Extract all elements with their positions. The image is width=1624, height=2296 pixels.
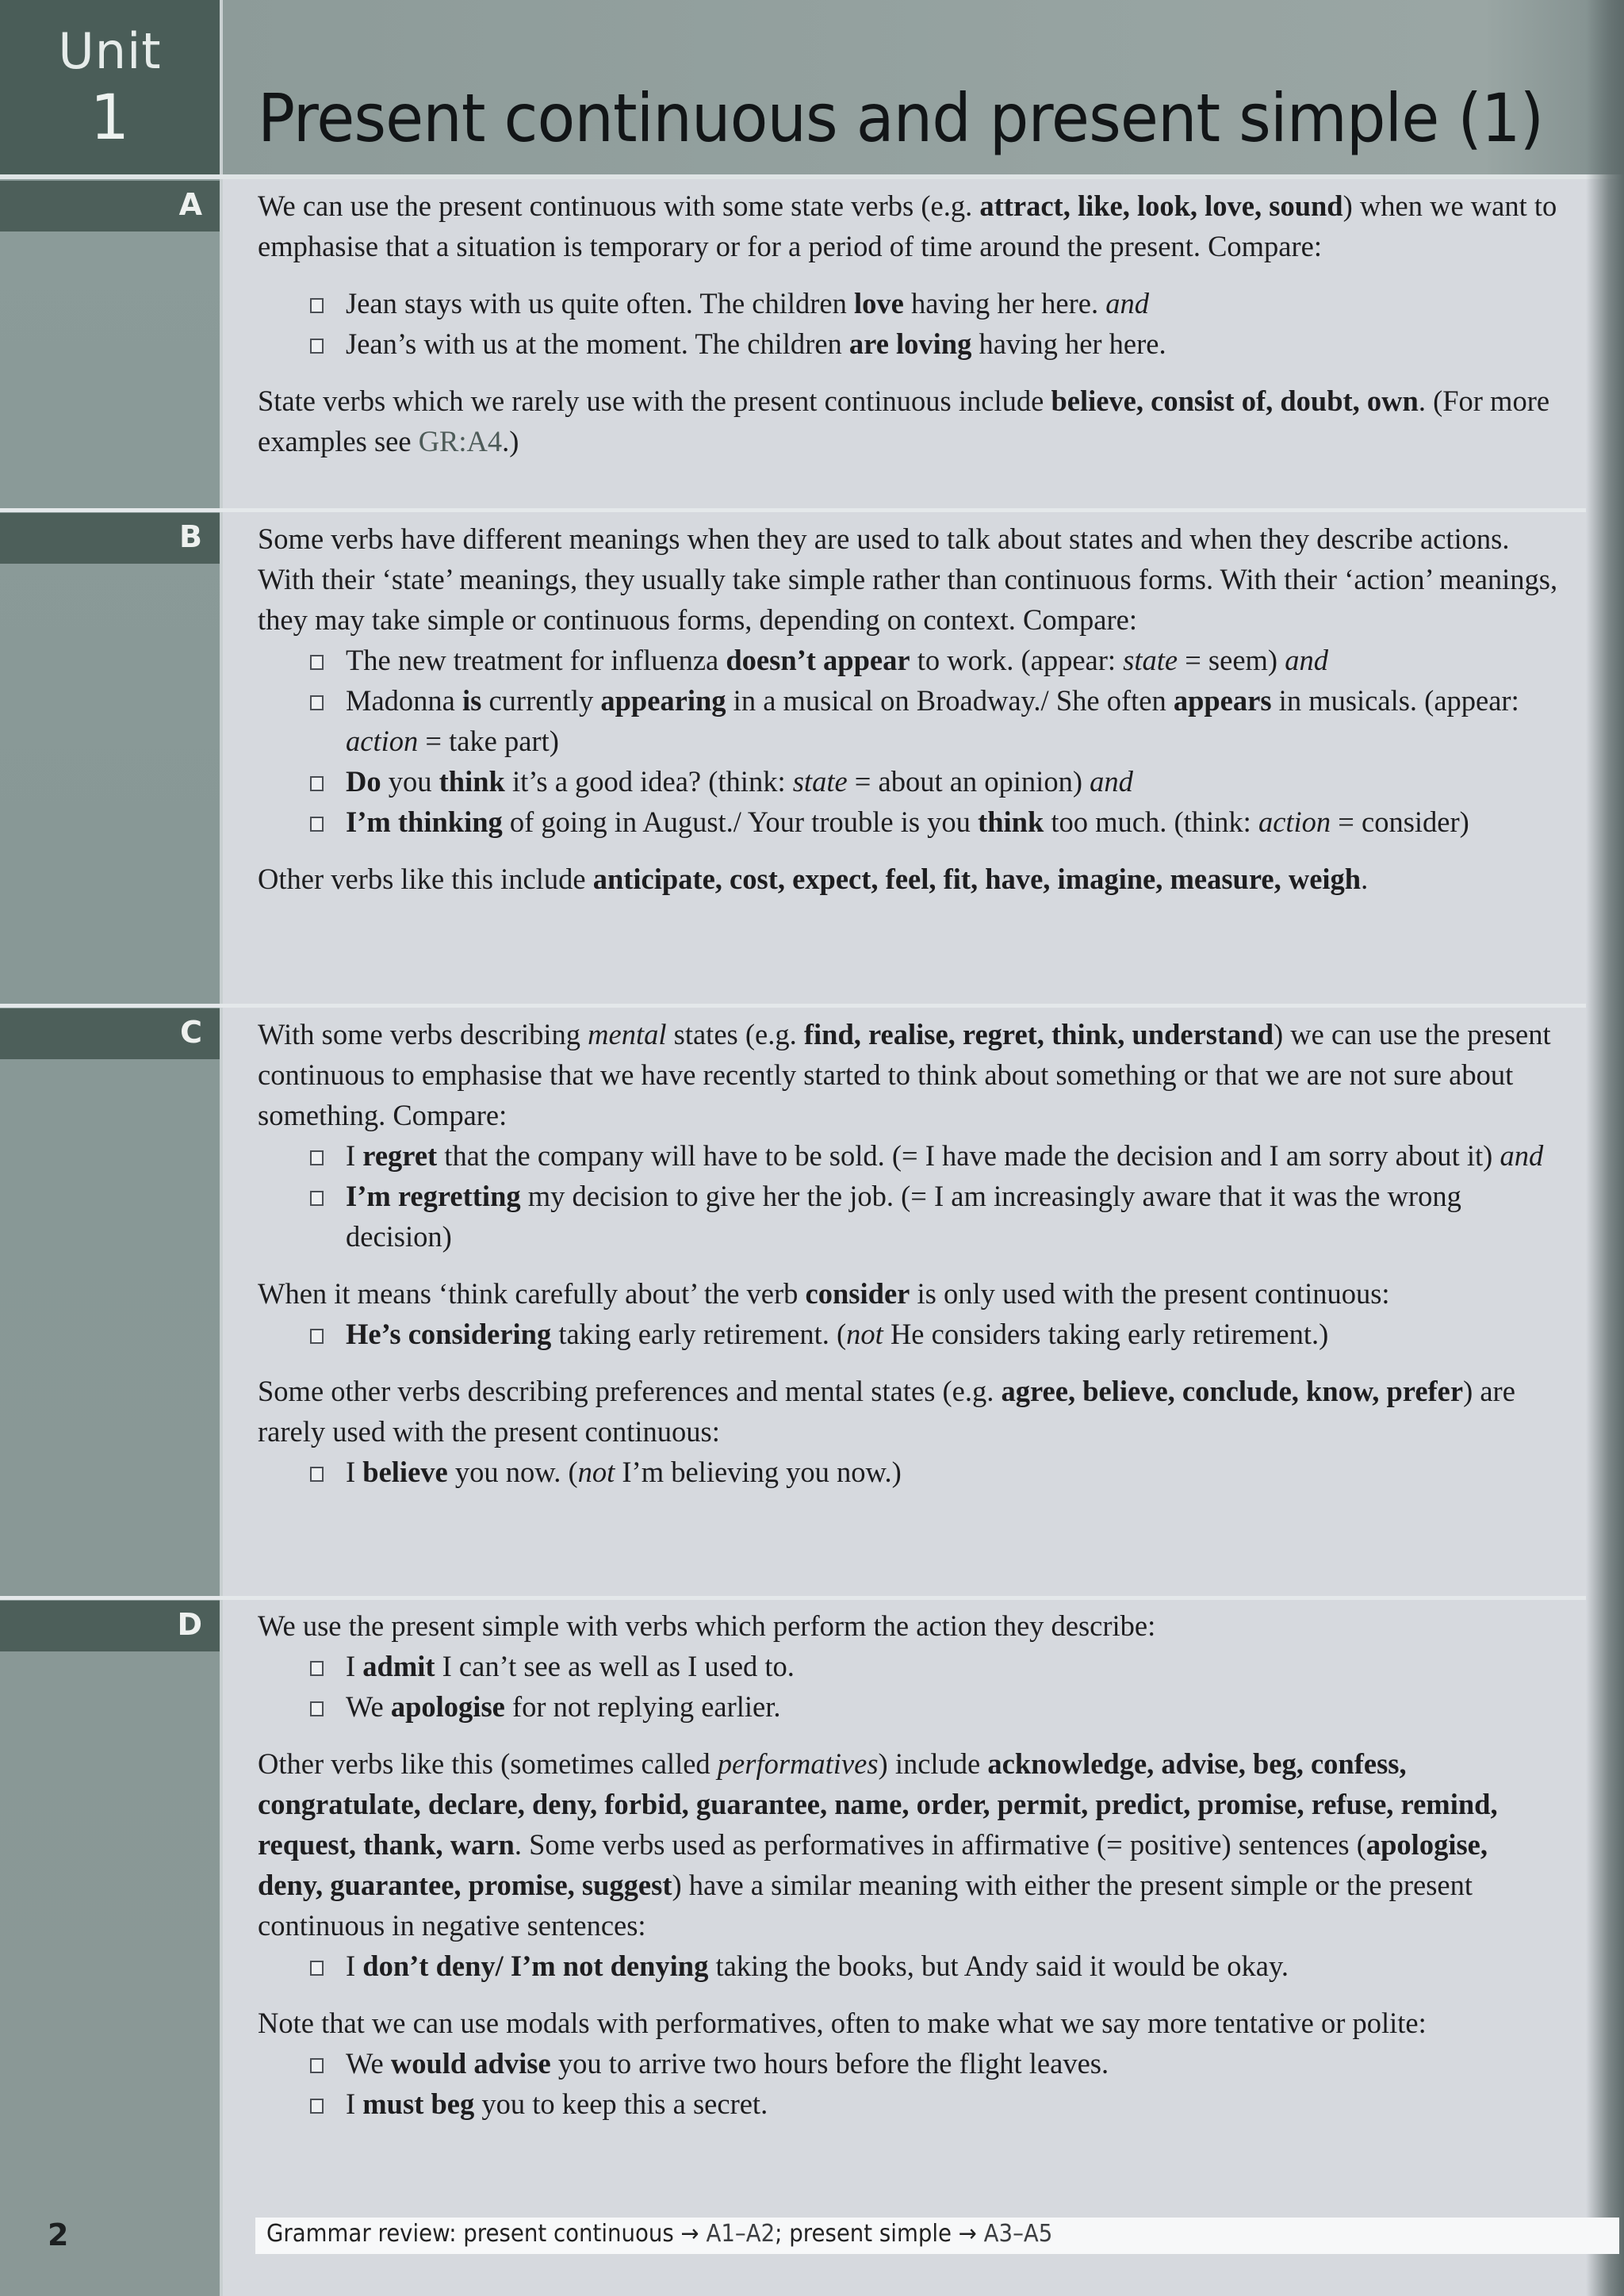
bold-term: believe: [362, 1456, 448, 1488]
section-divider: [0, 508, 1586, 512]
text-run: .: [1361, 863, 1369, 895]
text-run: currently: [481, 684, 601, 717]
unit-box: [0, 0, 220, 174]
text-run: The new treatment for influenza: [346, 644, 726, 676]
example-item: [258, 1314, 1558, 1354]
text-run: you to arrive two hours before the flight leaves.: [550, 2047, 1109, 2080]
bold-term: regret: [362, 1139, 438, 1172]
italic-text: not: [577, 1456, 615, 1488]
section-letter: A: [178, 187, 202, 222]
section-a-body: [258, 186, 1558, 478]
bold-term: admit: [362, 1650, 435, 1682]
bold-term: doesn’t appear: [726, 644, 910, 676]
text-run: = consider): [1331, 806, 1469, 838]
bold-term: appears: [1173, 684, 1272, 717]
bold-term: consider: [805, 1277, 910, 1310]
italic-text: and: [1090, 765, 1133, 798]
bold-term: believe, consist of, doubt, own: [1051, 385, 1419, 417]
italic-text: not: [846, 1318, 883, 1350]
italic-text: performatives: [717, 1747, 879, 1780]
bold-term: are loving: [848, 327, 972, 360]
text-run: to work. (appear:: [910, 644, 1124, 676]
text-run: . Some verbs used as performatives in affirmative (= positive) sentences (: [514, 1828, 1366, 1861]
text-run: taking early retirement. (: [551, 1318, 847, 1350]
checkbox-bullet-icon: [310, 655, 324, 670]
text-run: having her here.: [903, 287, 1106, 320]
text-run: I: [346, 1456, 363, 1488]
section-c-body: [258, 1014, 1558, 1509]
text-run: in a musical on Broadway./ She often: [726, 684, 1174, 717]
text-run: my decision to give her the job. (= I am increasingly aware that it was the wrong decision): [346, 1180, 1461, 1253]
example-item: [258, 640, 1558, 680]
text-run: for not replying earlier.: [504, 1690, 781, 1723]
example-item: [258, 761, 1558, 802]
section-letter: D: [177, 1607, 202, 1642]
text-run: in musicals. (appear:: [1271, 684, 1519, 717]
bold-term: must beg: [362, 2087, 475, 2120]
rail-divider: [220, 0, 223, 2296]
text-run: I: [346, 1650, 363, 1682]
checkbox-bullet-icon: [310, 2058, 324, 2073]
checkbox-bullet-icon: [310, 1701, 324, 1716]
italic-text: mental: [588, 1018, 667, 1050]
example-item: [258, 802, 1558, 842]
example-item: [258, 2084, 1558, 2124]
checkbox-bullet-icon: [310, 2099, 324, 2114]
text-run: it’s a good idea? (think:: [504, 765, 793, 798]
paragraph: [258, 381, 1558, 461]
text-run: states (e.g.: [666, 1018, 804, 1050]
section-tab-a: [0, 181, 220, 232]
section-divider: [0, 1004, 1586, 1008]
text-run: He considers taking early retirement.): [883, 1318, 1329, 1350]
paragraph: [258, 2003, 1558, 2043]
example-item: [258, 1135, 1558, 1176]
text-run: is only used with the present continuous:: [910, 1277, 1390, 1310]
example-item: [258, 1646, 1558, 1686]
text-run: We: [346, 1690, 391, 1723]
section-tab-d: [0, 1601, 220, 1651]
text-run: I can’t see as well as I used to.: [435, 1650, 795, 1682]
bold-term: agree, believe, conclude, know, prefer: [1001, 1375, 1464, 1407]
bold-term: would advise: [390, 2047, 551, 2080]
page-edge-shadow: [1586, 0, 1624, 2296]
example-item: [258, 1452, 1558, 1492]
paragraph: [258, 859, 1558, 899]
bold-term: don’t deny/ I’m not denying: [362, 1950, 709, 1982]
section-tab-c: [0, 1008, 220, 1059]
text-run: Jean’s with us at the moment. The children: [346, 327, 849, 360]
text-run: I: [346, 2087, 363, 2120]
paragraph: [258, 1273, 1558, 1314]
bold-term: attract, like, look, love, sound: [979, 189, 1343, 222]
section-letter: C: [180, 1015, 202, 1050]
text-run: you: [381, 765, 439, 798]
text-run: of going in August./ Your trouble is you: [502, 806, 979, 838]
checkbox-bullet-icon: [310, 298, 324, 313]
paragraph: [258, 1014, 1558, 1135]
text-run: Jean stays with us quite often. The children: [346, 287, 854, 320]
bold-term: apologise: [390, 1690, 505, 1723]
checkbox-bullet-icon: [310, 1329, 324, 1344]
arrow-right-icon: →: [680, 2220, 699, 2248]
italic-text: and: [1500, 1139, 1544, 1172]
example-list: [258, 1135, 1558, 1257]
checkbox-bullet-icon: [310, 1961, 324, 1976]
text-run: taking the books, but Andy said it would be okay.: [708, 1950, 1289, 1982]
text-run: that the company will have to be sold. (= I have made the decision and I am sorry about it): [437, 1139, 1500, 1172]
example-item: [258, 283, 1558, 323]
page-number: 2: [48, 2218, 69, 2252]
text-run: I’m believing you now.): [615, 1456, 902, 1488]
bold-term: apologise, deny, guarantee, promise, suggest: [258, 1828, 1488, 1901]
left-rail: [0, 0, 220, 2296]
italic-text: and: [1285, 644, 1328, 676]
bold-term: acknowledge, advise, beg, confess, congratulate, declare, deny, forbid, guarantee, name, order, permit, predict, promise, refuse, remind, request, thank, warn: [258, 1747, 1498, 1861]
text-run: With some verbs describing: [258, 1018, 588, 1050]
section-letter: B: [179, 519, 202, 554]
text-run: Other verbs like this (sometimes called: [258, 1747, 718, 1780]
example-list: [258, 1646, 1558, 1727]
example-list: [258, 283, 1558, 364]
example-item: [258, 680, 1558, 761]
text-run: State verbs which we rarely use with the present continuous include: [258, 385, 1051, 417]
italic-text: and: [1105, 287, 1149, 320]
example-list: [258, 2043, 1558, 2124]
checkbox-bullet-icon: [310, 817, 324, 832]
text-run: .): [502, 425, 519, 457]
text-run: Other verbs like this include: [258, 863, 593, 895]
text-run: Some verbs have different meanings when they are used to talk about states and when they describe actions. With their ‘state’ meanings, they usually take simple rather than continuous forms. With their ‘action’ meanings, they may take simple or continuous forms, depending on context. Compare:: [258, 522, 1558, 636]
text-run: you to keep this a secret.: [474, 2087, 768, 2120]
paragraph: [258, 1743, 1558, 1946]
italic-text: state: [792, 765, 848, 798]
checkbox-bullet-icon: [310, 1150, 324, 1165]
example-list: [258, 1946, 1558, 1986]
checkbox-bullet-icon: [310, 339, 324, 354]
bold-term: I’m regretting: [346, 1180, 521, 1212]
text-run: you now. (: [447, 1456, 578, 1488]
review-prefix: Grammar review: present continuous: [266, 2220, 681, 2248]
checkbox-bullet-icon: [310, 776, 324, 791]
text-run: too much. (think:: [1044, 806, 1258, 838]
text-run: I: [346, 1139, 363, 1172]
text-run: having her here.: [971, 327, 1166, 360]
text-run: I: [346, 1950, 363, 1982]
text-run: Note that we can use modals with performatives, often to make what we say more tentative or polite:: [258, 2007, 1427, 2039]
text-run: ) include: [878, 1747, 988, 1780]
text-run: = take part): [418, 725, 559, 757]
checkbox-bullet-icon: [310, 1191, 324, 1206]
bold-term: appearing: [600, 684, 726, 717]
italic-text: action: [346, 725, 419, 757]
italic-text: action: [1258, 806, 1331, 838]
text-run: . (For more examples see: [258, 385, 1550, 457]
checkbox-bullet-icon: [310, 695, 324, 710]
paragraph: [258, 1605, 1558, 1646]
paragraph: [258, 1371, 1558, 1452]
example-item: [258, 1176, 1558, 1257]
text-run: ) we can use the present continuous to emphasise that we have recently started to think about something or that we are not sure about something. Compare:: [258, 1018, 1551, 1131]
example-list: [258, 640, 1558, 842]
bold-term: find, realise, regret, think, understand: [803, 1018, 1274, 1050]
example-list: [258, 1314, 1558, 1354]
bold-term: I’m thinking: [346, 806, 503, 838]
unit-label: Unit: [58, 22, 162, 80]
italic-text: state: [1123, 644, 1178, 676]
checkbox-bullet-icon: [310, 1661, 324, 1676]
text-run: ) when we want to emphasise that a situation is temporary or for a period of time around the present. Compare:: [258, 189, 1557, 262]
text-run: We: [346, 2047, 391, 2080]
text-run: Madonna: [346, 684, 462, 717]
paragraph: [258, 186, 1558, 266]
example-item: [258, 1946, 1558, 1986]
paragraph: [258, 519, 1558, 640]
bold-term: is: [462, 684, 482, 717]
example-list: [258, 1452, 1558, 1492]
bold-term: think: [439, 765, 505, 798]
section-divider: [0, 1596, 1586, 1600]
bold-term: anticipate, cost, expect, feel, fit, have, imagine, measure, weigh: [592, 863, 1362, 895]
text-run: Some other verbs describing preferences and mental states (e.g.: [258, 1375, 1002, 1407]
unit-number: 1: [90, 82, 130, 154]
bold-term: He’s considering: [346, 1318, 552, 1350]
text-run: ) are rarely used with the present continuous:: [258, 1375, 1515, 1448]
checkbox-bullet-icon: [310, 1467, 324, 1482]
text-run: = about an opinion): [847, 765, 1090, 798]
section-b-body: [258, 519, 1558, 916]
example-item: [258, 323, 1558, 364]
grammar-review-text: [266, 2220, 1052, 2248]
section-tab-b: [0, 513, 220, 564]
arrow-right-icon: →: [958, 2220, 977, 2248]
cross-reference-link[interactable]: GR:A4: [418, 425, 503, 457]
review-link-present-simple[interactable]: A3–A5: [976, 2220, 1053, 2248]
text-run: = seem): [1178, 644, 1285, 676]
review-link-present-continuous[interactable]: A1–A2: [699, 2220, 776, 2248]
section-d-body: [258, 1605, 1558, 2141]
header-rule: [0, 174, 1624, 179]
page-title: Present continuous and present simple (1): [258, 79, 1544, 157]
bold-term: love: [853, 287, 904, 320]
bold-term: Do: [346, 765, 381, 798]
text-run: We use the present simple with verbs which perform the action they describe:: [258, 1609, 1156, 1642]
review-middle: ; present simple: [775, 2220, 959, 2248]
text-run: When it means ‘think carefully about’ the verb: [258, 1277, 806, 1310]
text-run: We can use the present continuous with some state verbs (e.g.: [258, 189, 980, 222]
text-run: ) have a similar meaning with either the present simple or the present continuous in negative sentences:: [258, 1869, 1473, 1942]
example-item: [258, 2043, 1558, 2084]
example-item: [258, 1686, 1558, 1727]
bold-term: think: [978, 806, 1044, 838]
